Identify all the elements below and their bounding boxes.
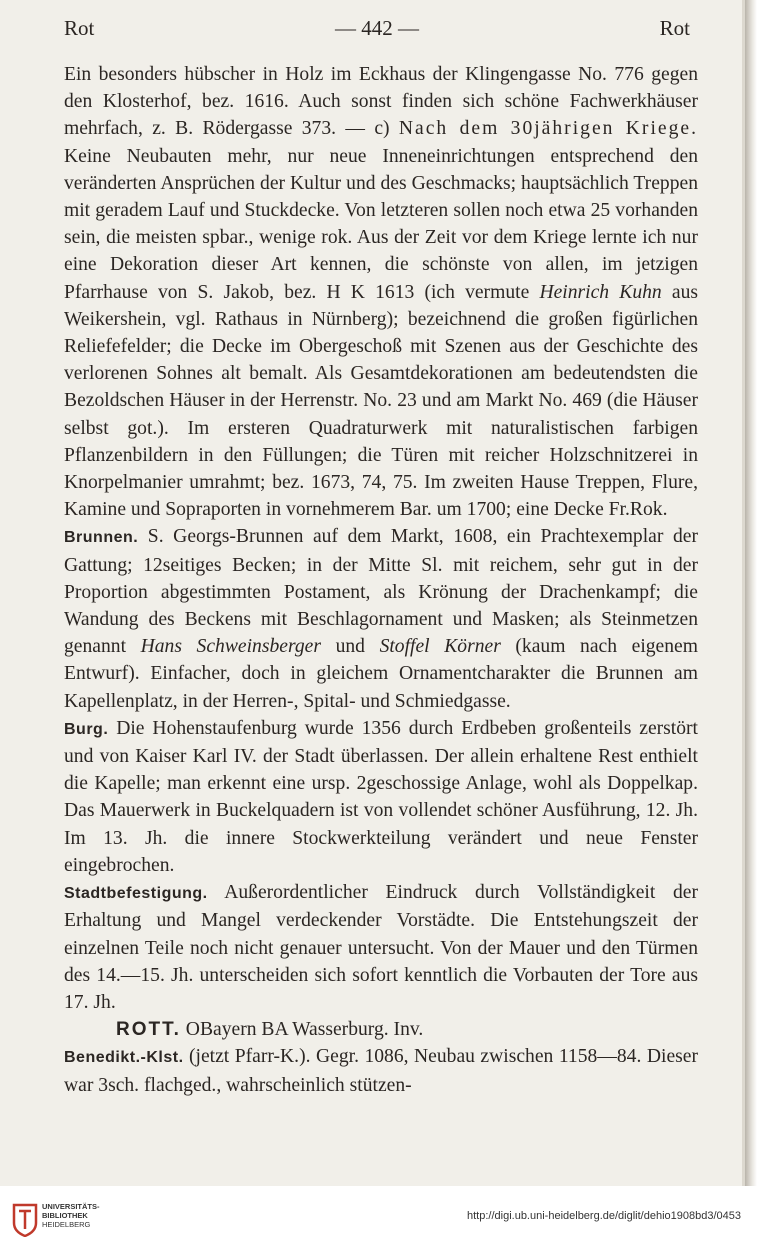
- place-entry: [64, 1016, 698, 1043]
- paragraph: [64, 715, 698, 879]
- header-left-word: Rot: [64, 16, 95, 40]
- library-line-2: BIBLIOTHEK: [42, 1211, 88, 1220]
- text-segment: Keine Neubauten mehr, nur neue Inneneinrichtungen entsprechend den veränderten Ansprüchen der Kultur und des Geschmacks; hauptsächlich Treppen mit geradem Lauf und Stuckdecke. Von letzteren sollen noch etwa 25 vorhanden sein, die meisten spbar., wenige rok. Aus der Zeit vor dem Kriege lernte ich nur eine Dekoration dieser Art kennen, die schönste von allen, im jetzigen Pfarrhause von S. Jakob, bez. H K 1613 (ich vermute: [64, 145, 698, 303]
- italic-name: Heinrich Kuhn: [539, 281, 662, 303]
- source-url[interactable]: http://digi.ub.uni-heidelberg.de/diglit/dehio1908bd3/0453: [467, 1210, 741, 1222]
- library-logo-icon: [12, 1203, 38, 1237]
- page-edge: [745, 0, 757, 1186]
- paragraph-benedikt: [64, 1043, 698, 1098]
- running-header: [64, 16, 690, 46]
- paragraph-list: [64, 61, 698, 1016]
- text-segment: Nach dem 30jährigen Kriege.: [398, 118, 698, 140]
- section-heading: Stadtbefestigung.: [64, 885, 208, 903]
- place-details: OBayern BA Wasserburg. Inv.: [180, 1019, 424, 1041]
- page-body: [64, 61, 698, 1099]
- header-right-word: Rot: [659, 16, 690, 40]
- italic-name: Hans Schweinsberger: [140, 636, 321, 658]
- library-line-1: UNIVERSITÄTS-: [42, 1202, 100, 1211]
- section-heading: Benedikt.-Klst.: [64, 1049, 184, 1067]
- text-segment: Ein besonders hübscher in Holz im Eckhaus der Klingengasse No. 776 gegen den Klosterhof, bez. 1616. Auch sonst finden sich schöne Fachwerkhäuser mehrfach, z. B. Rödergasse 373. — c): [64, 64, 698, 140]
- section-heading: Brunnen.: [64, 529, 139, 547]
- library-line-3: HEIDELBERG: [42, 1220, 91, 1229]
- text-segment: (jetzt Pfarr-K.). Gegr. 1086, Neubau zwischen 1158—84. Dieser war 3sch. flachged., wahrscheinlich stützen-: [64, 1046, 698, 1096]
- paragraph: [64, 879, 698, 1016]
- text-segment: und: [321, 636, 380, 658]
- text-segment: (kaum nach eigenem Entwurf). Einfacher, doch in gleichem Ornamentcharakter die Brunnen am Kapellenplatz, in der Herren-, Spital- und Schmiedgasse.: [64, 636, 698, 712]
- place-name: ROTT.: [116, 1019, 181, 1041]
- text-segment: S. Georgs-Brunnen auf dem Markt, 1608, ein Prachtexemplar der Gattung; 12seitiges Becken; in der Mitte Sl. mit reichem, sehr gut in der Proportion abgestimmten Postament, als Krönung der Drachenkampf; die Wandung des Beckens mit Beschlagornament und Masken; als Steinmetzen genannt: [64, 526, 698, 658]
- text-segment: aus Weikershein, vgl. Rathaus in Nürnberg); bezeichnend die großen figürlichen Reliefefelder; die Decke im Obergeschoß mit Szenen aus der Geschichte des verlorenen Sohnes alt bemalt. Als Gesamtdekorationen am bedeutendsten die Bezoldschen Häuser in der Herrenstr. No. 23 und am Markt No. 469 (die Häuser selbst got.). Im ersteren Quadraturwerk mit naturalistischen farbigen Pflanzenbildern in den Füllungen; die Türen mit reicher Holzschnitzerei in Knorpelmanier umrahmt; bez. 1673, 74, 75. Im zweiten Hause Treppen, Flure, Kamine und Sopraporten in vornehmerem Bar. um 1700; eine Decke Fr.Rok.: [64, 281, 698, 521]
- page-number: — 442 —: [335, 16, 419, 40]
- paragraph: [64, 523, 698, 714]
- section-heading: Burg.: [64, 720, 109, 738]
- italic-name: Stoffel Körner: [379, 636, 501, 658]
- library-name: [42, 1202, 100, 1229]
- text-segment: Die Hohenstaufenburg wurde 1356 durch Erdbeben großenteils zerstört und von Kaiser Karl IV. der Stadt überlassen. Der allein erhaltene Rest enthielt die Kapelle; man erkennt eine ursp. 2geschossige Anlage, wohl als Doppelkap. Das Mauerwerk in Buckelquadern ist von vollendet schöner Ausführung, 12. Jh. Im 13. Jh. die innere Stockwerkteilung verändert und neue Fenster eingebrochen.: [64, 717, 698, 876]
- paragraph: [64, 61, 698, 523]
- footer: [0, 1186, 757, 1254]
- text-segment: Außerordentlicher Eindruck durch Vollständigkeit der Erhaltung und Mangel verdeckender Vorstädte. Die Entstehungszeit der einzelnen Teile noch nicht genauer untersucht. Von der Mauer und den Türmen des 14.—15. Jh. unterscheiden sich sofort kenntlich die Vorbauten der Tore aus 17. Jh.: [64, 882, 698, 1013]
